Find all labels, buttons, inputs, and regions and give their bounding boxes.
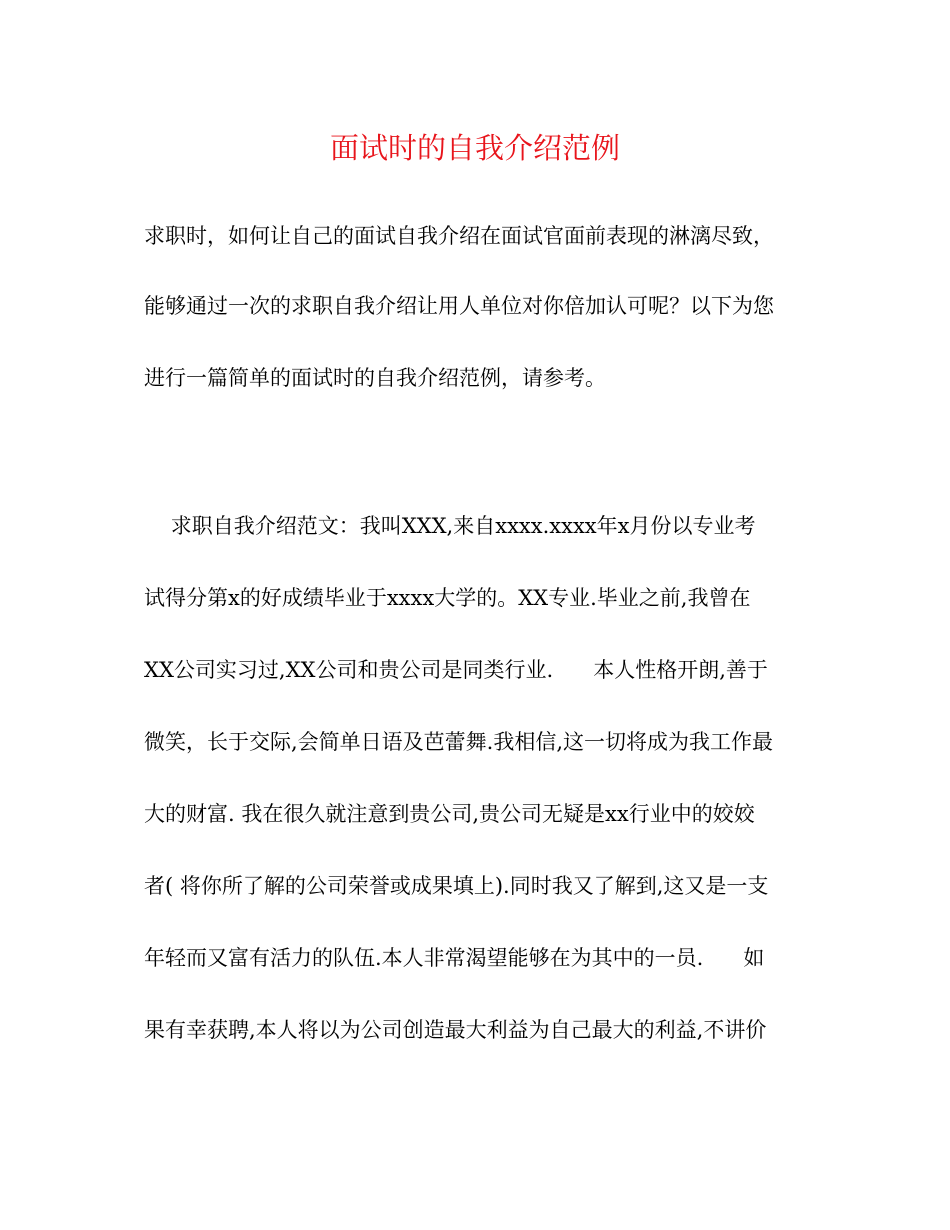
body-line-3: XX公司实习过,XX公司和贵公司是同类行业. 本人性格开朗,善于 xyxy=(144,658,768,682)
body-line-4: 微笑，长于交际,会简单日语及芭蕾舞.我相信,这一切将成为我工作最 xyxy=(144,730,774,754)
body-line-6: 者( 将你所了解的公司荣誉或成果填上).同时我又了解到,这又是一支 xyxy=(144,874,769,898)
body-line-5: 大的财富. 我在很久就注意到贵公司,贵公司无疑是xx行业中的姣姣 xyxy=(144,802,755,826)
body-line-8: 果有幸获聘,本人将以为公司创造最大利益为自己最大的利益,不讲价 xyxy=(144,1018,767,1042)
intro-line-1: 求职时，如何让自己的面试自我介绍在面试官面前表现的淋漓尽致， xyxy=(144,224,774,248)
body-line-2: 试得分第x的好成绩毕业于xxxx大学的。XX专业.毕业之前,我曾在 xyxy=(144,586,751,610)
body-line-7: 年轻而又富有活力的队伍.本人非常渴望能够在为其中的一员. 如 xyxy=(144,946,765,970)
intro-line-2: 能够通过一次的求职自我介绍让用人单位对你倍加认可呢？以下为您 xyxy=(144,294,774,318)
body-line-1: 求职自我介绍范文：我叫XXX,来自xxxx.xxxx年x月份以专业考 xyxy=(144,514,756,538)
document-title: 面试时的自我介绍范例 xyxy=(329,131,620,165)
intro-line-3: 进行一篇简单的面试时的自我介绍范例，请参考。 xyxy=(144,366,606,390)
